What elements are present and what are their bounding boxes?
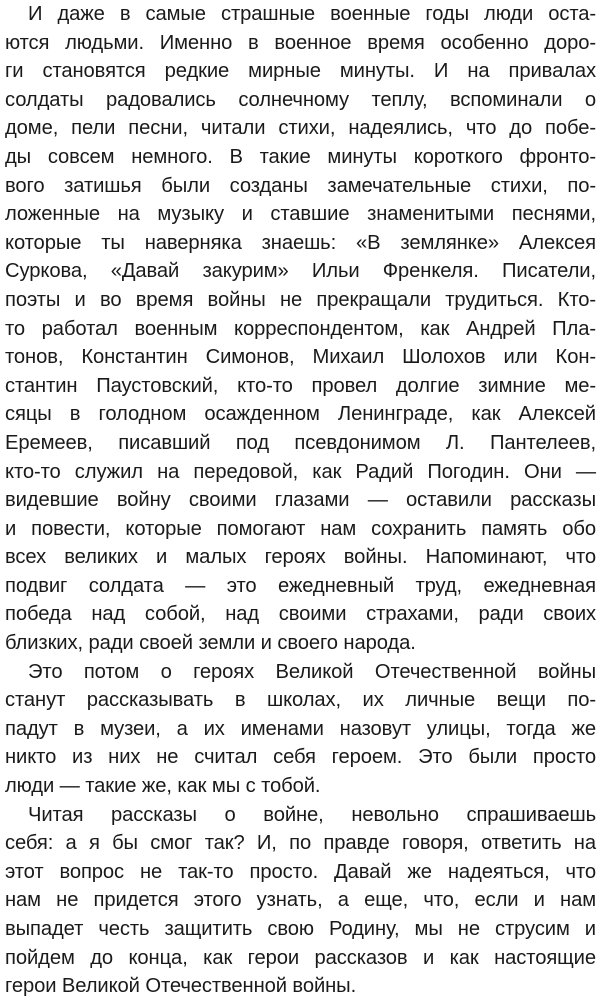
body-text bbox=[5, 0, 596, 1001]
text-line: ложенные на музыку и ставшие знаменитыми песнями, bbox=[5, 203, 596, 226]
text-line: сяцы в голодном осажденном Ленинграде, как Алексей bbox=[5, 403, 596, 426]
text-line: люди — такие же, как мы с тобой. bbox=[5, 775, 321, 798]
paragraph-2 bbox=[5, 658, 596, 801]
paragraph-3 bbox=[5, 801, 596, 1001]
text-line: И даже в самые страшные военные годы люди оста- bbox=[28, 3, 596, 25]
text-line: солдаты радовались солнечному теплу, вспоминали о bbox=[5, 88, 596, 111]
text-line: нам не придется этого узнать, а еще, что, если и нам bbox=[5, 889, 596, 912]
text-line: никто из них не считал себя героем. Это были просто bbox=[5, 746, 596, 769]
text-line: Суркова, «Давай закурим» Ильи Френкеля. Писатели, bbox=[5, 260, 596, 283]
text-line: то работал военным корреспондентом, как Андрей Пла- bbox=[5, 317, 596, 340]
text-line: себя: а я бы смог так? И, по правде говоря, ответить на bbox=[5, 832, 596, 855]
text-line: пойдем до конца, как герои рассказов и как настоящие bbox=[5, 946, 596, 969]
text-line: ды совсем немного. В такие минуты короткого фронто- bbox=[5, 145, 596, 168]
paragraph-1 bbox=[5, 0, 596, 658]
text-line: которые ты наверняка знаешь: «В землянке» Алексея bbox=[5, 231, 596, 254]
text-line: ги становятся редкие мирные минуты. И на привалах bbox=[5, 60, 596, 83]
text-line: выпадет честь защитить свою Родину, мы не струсим и bbox=[5, 918, 596, 940]
text-line: и повести, которые помогают нам сохранить память обо bbox=[5, 517, 596, 540]
text-line: кто-то служил на передовой, как Радий Погодин. Они — bbox=[5, 460, 596, 483]
text-line: подвиг солдата — это ежедневный труд, ежедневная bbox=[5, 574, 596, 597]
text-line: всех великих и малых героях войны. Напоминают, что bbox=[5, 546, 596, 569]
text-line: этот вопрос не так-то просто. Давай же надеяться, что bbox=[5, 860, 596, 883]
text-line: Читая рассказы о войне, невольно спрашиваешь bbox=[28, 803, 596, 826]
text-line: близких, ради своей земли и своего народа. bbox=[5, 632, 416, 655]
text-line: ются людьми. Именно в военное время особенно доро- bbox=[5, 31, 596, 54]
text-line: поэты и во время войны не прекращали трудиться. Кто- bbox=[5, 288, 596, 311]
text-line: вого затишья были созданы замечательные стихи, по- bbox=[5, 174, 596, 197]
text-line: победа над собой, над своими страхами, ради своих bbox=[5, 603, 596, 626]
text-line: видевшие войну своими глазами — оставили рассказы bbox=[5, 489, 596, 512]
text-line: станут рассказывать в школах, их личные вещи по- bbox=[5, 689, 596, 712]
text-line: герои Великой Отечественной войны. bbox=[5, 975, 357, 998]
text-line: Это потом о героях Великой Отечественной войны bbox=[28, 660, 596, 683]
text-line: падут в музеи, а их именами назовут улицы, тогда же bbox=[5, 717, 596, 740]
text-line: Еремеев, писавший под псевдонимом Л. Пантелеев, bbox=[5, 431, 596, 454]
text-line: стантин Паустовский, кто-то провел долгие зимние ме- bbox=[5, 374, 596, 397]
text-line: доме, пели песни, читали стихи, надеялись, что до побе- bbox=[5, 117, 596, 140]
text-line: тонов, Константин Симонов, Михаил Шолохов или Кон- bbox=[5, 346, 596, 369]
